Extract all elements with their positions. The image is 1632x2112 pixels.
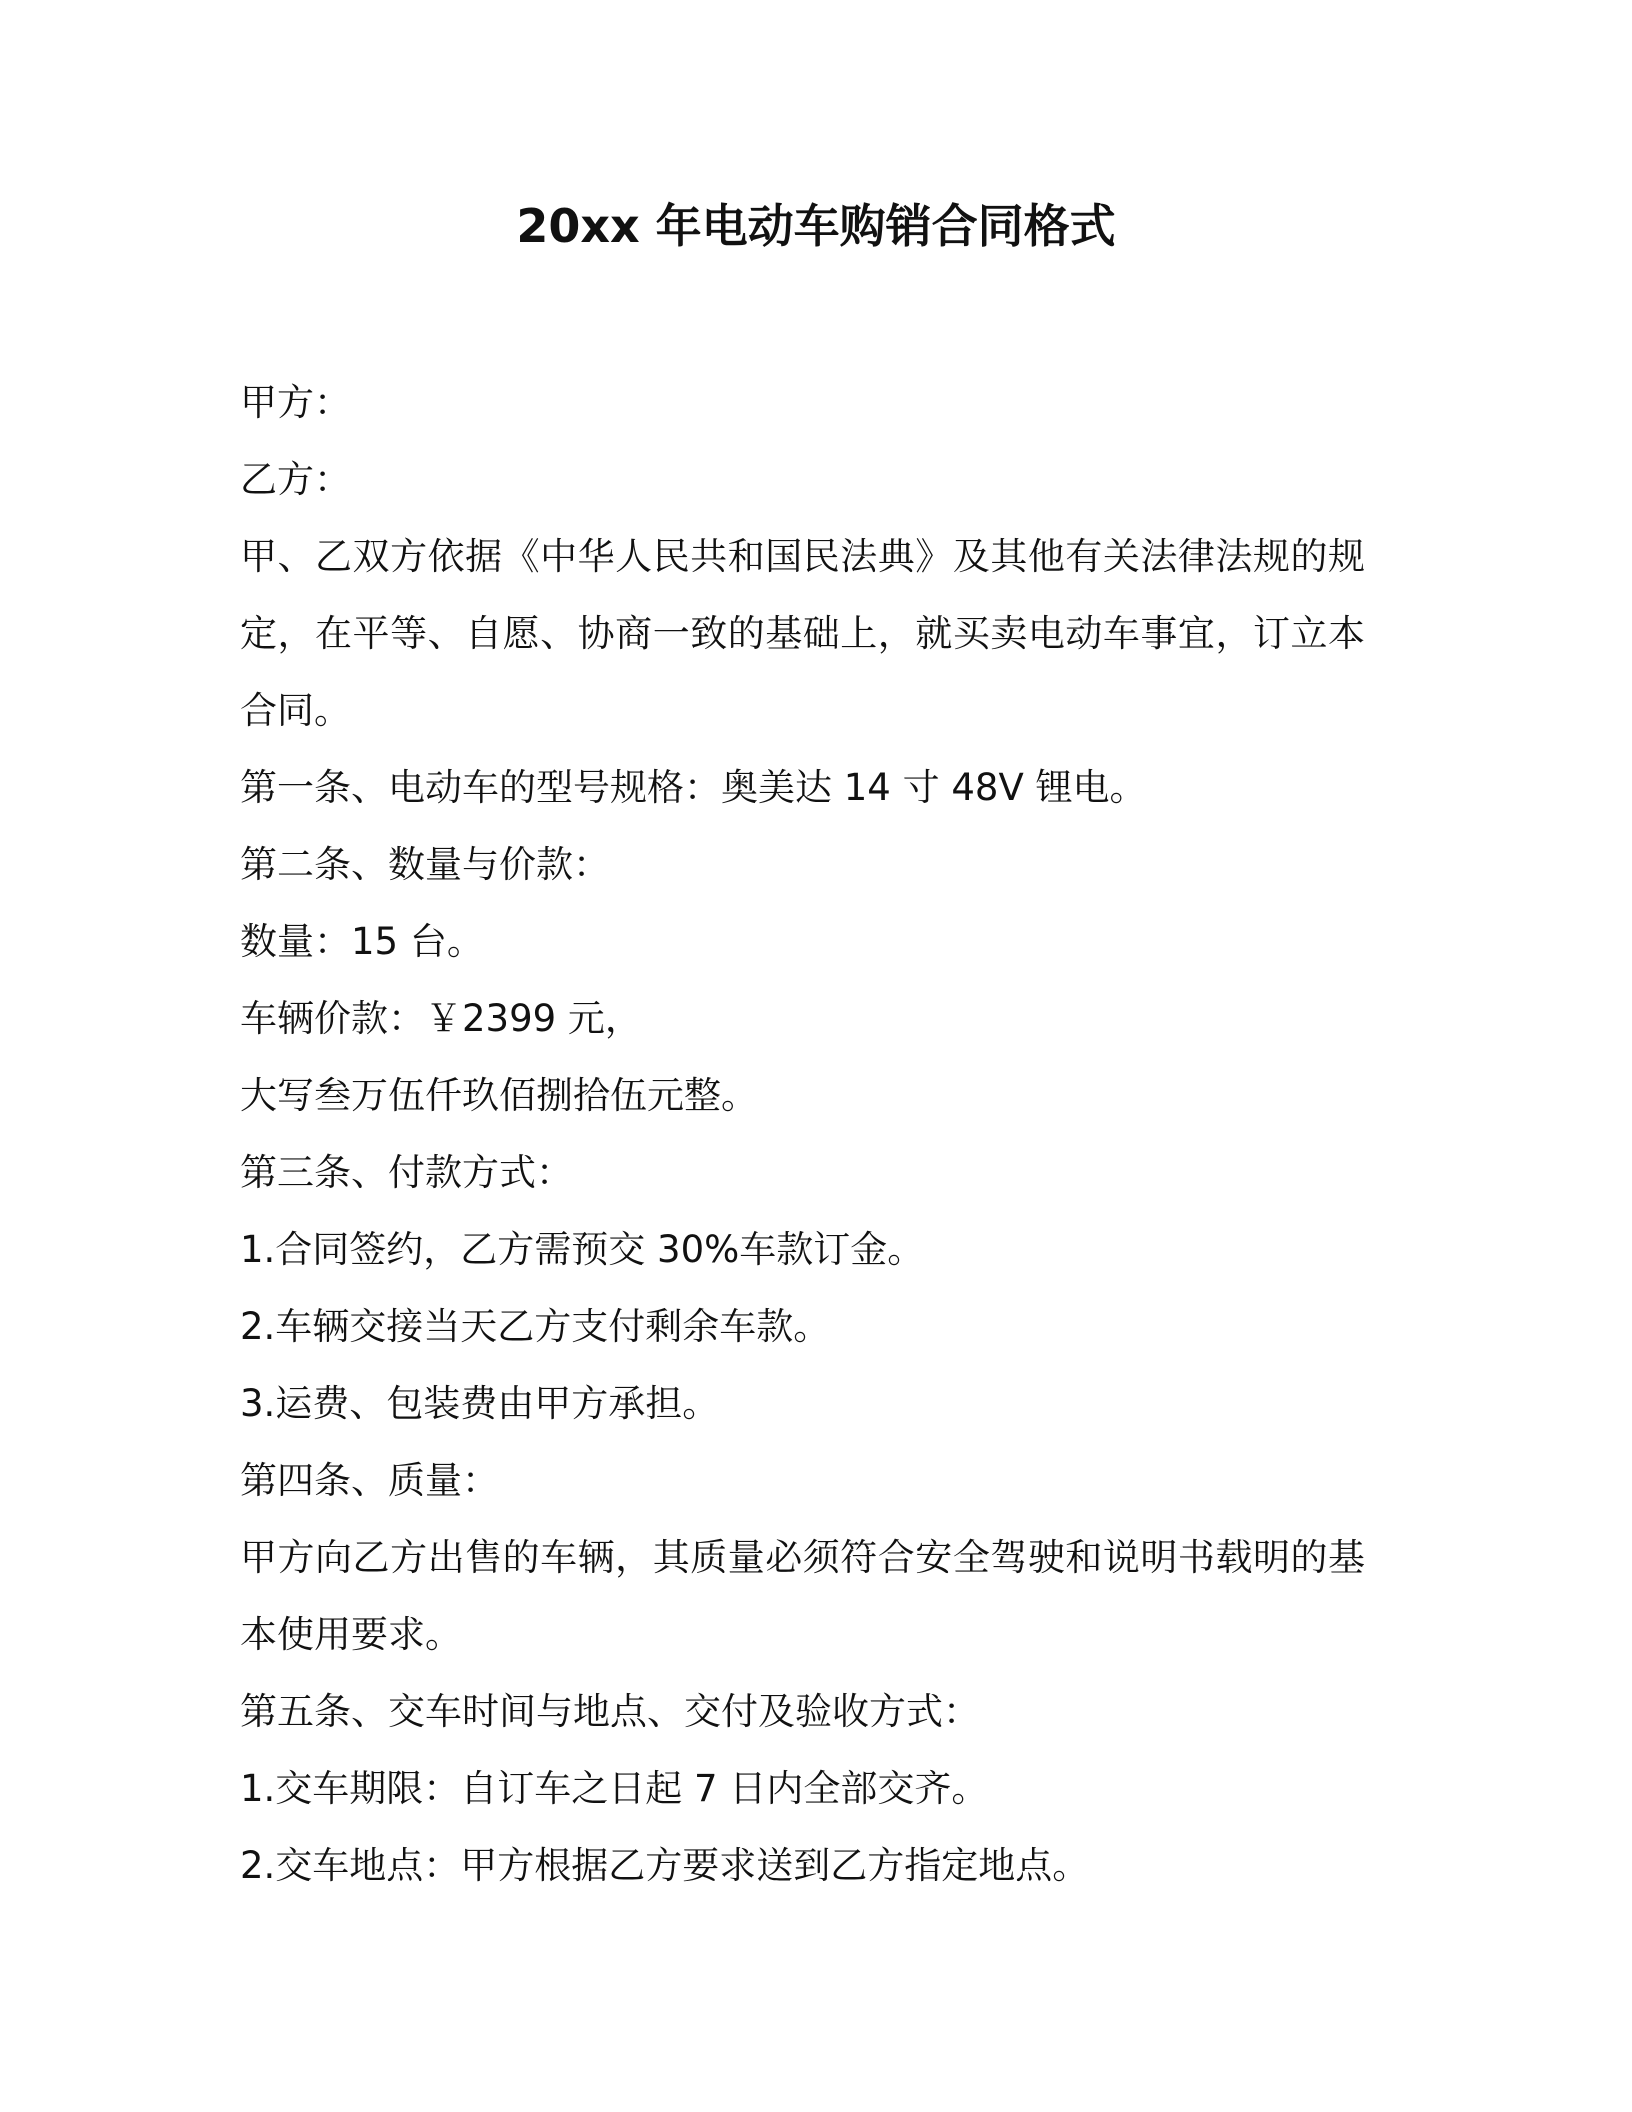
quantity-line: 数量：15 台。 <box>240 920 484 963</box>
preamble-paragraph: 甲、乙双方依据《中华人民共和国民法典》及其他有关法律法规的规定，在平等、自愿、协商一致的基础上，就买卖电动车事宜，订立本合同。 <box>240 535 1365 732</box>
price-in-words-line: 大写叁万伍仟玖佰捌拾伍元整。 <box>240 1074 758 1117</box>
party-b-line: 乙方： <box>240 458 351 501</box>
article-4-heading: 第四条、质量： <box>240 1459 499 1502</box>
payment-item-1: 1.合同签约，乙方需预交 30%车款订金。 <box>240 1228 925 1271</box>
article-5-heading: 第五条、交车时间与地点、交付及验收方式： <box>240 1690 980 1733</box>
delivery-item-2: 2.交车地点：甲方根据乙方要求送到乙方指定地点。 <box>240 1844 1090 1887</box>
document-title: 20xx 年电动车购销合同格式 <box>516 199 1116 253</box>
document-body <box>240 364 1365 1904</box>
payment-item-2: 2.车辆交接当天乙方支付剩余车款。 <box>240 1305 831 1348</box>
delivery-item-1: 1.交车期限：自订车之日起 7 日内全部交齐。 <box>240 1767 989 1810</box>
quality-paragraph: 甲方向乙方出售的车辆，其质量必须符合安全驾驶和说明书载明的基本使用要求。 <box>240 1536 1365 1656</box>
article-1: 第一条、电动车的型号规格：奥美达 14 寸 48V 锂电。 <box>240 766 1147 809</box>
article-3-heading: 第三条、付款方式： <box>240 1151 573 1194</box>
payment-item-3: 3.运费、包装费由甲方承担。 <box>240 1382 720 1425</box>
article-2-heading: 第二条、数量与价款： <box>240 843 610 886</box>
price-line: 车辆价款：￥2399 元， <box>240 997 642 1040</box>
party-a-line: 甲方： <box>240 381 351 424</box>
